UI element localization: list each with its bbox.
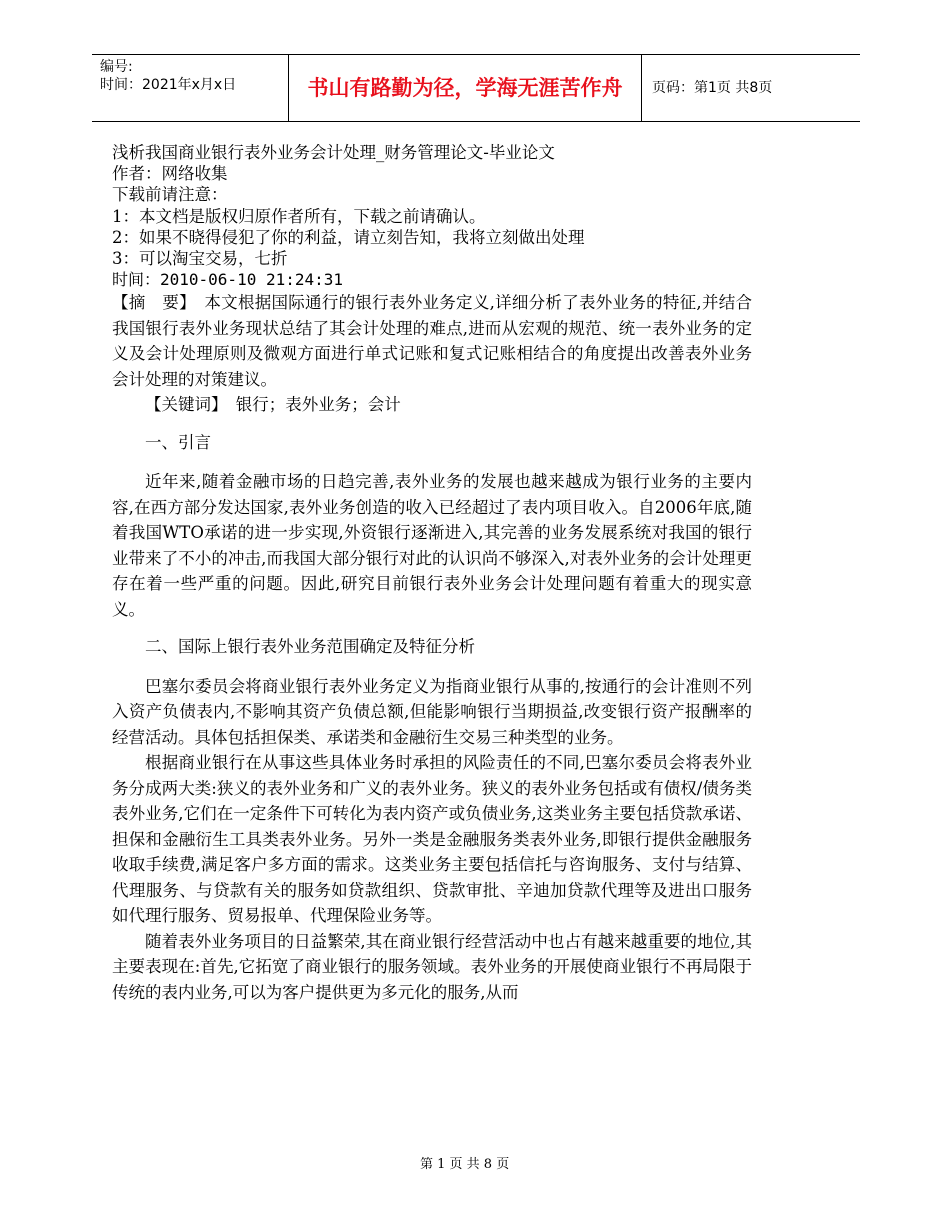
doc-author: 作者：网络收集 <box>112 164 228 184</box>
header-left-cell <box>92 55 288 121</box>
body-paragraph-1: 巴塞尔委员会将商业银行表外业务定义为指商业银行从事的,按通行的会计准则不列入资产负债表内,不影响其资产负债总额,但能影响银行当期损益,改变银行资产报酬率的经营活动。具体包括担保类、承诺类和金融衍生交易三种类型的业务。 <box>112 676 752 747</box>
header-table <box>92 54 860 122</box>
header-page-info: 页码：第1页 共8页 <box>652 80 773 96</box>
header-motto: 书山有路勤为径，学海无涯苦作舟 <box>307 76 623 100</box>
intro-paragraph: 近年来,随着金融市场的日趋完善,表外业务的发展也越来越成为银行业务的主要内容,在西方部分发达国家,表外业务创造的收入已经超过了表内项目收入。自2006年底,随着我国WTO承诺的进一步实现,外资银行逐渐进入,其完善的业务发展系统对我国的银行业带来了不小的冲击,而我国大部分银行对此的认识尚不够深入,对表外业务的会计处理更存在着一些严重的问题。因此,研究目前银行表外业务会计处理问题有着重大的现实意义。 <box>112 472 752 619</box>
section-heading-scope: 二、国际上银行表外业务范围确定及特征分析 <box>145 637 475 657</box>
doc-number-label: 编号: <box>100 59 133 75</box>
header-center-cell <box>288 55 642 121</box>
document-body <box>112 142 752 1005</box>
section-heading-intro: 一、引言 <box>145 432 211 452</box>
body-paragraph-3: 随着表外业务项目的日益繁荣,其在商业银行经营活动中也占有越来越重要的地位,其主要表现在:首先,它拓宽了商业银行的服务领域。表外业务的开展使商业银行不再局限于传统的表内业务,可以为客户提供更为多元化的服务,从而 <box>112 931 752 1002</box>
body-paragraph-2: 根据商业银行在从事这些具体业务时承担的风险责任的不同,巴塞尔委员会将表外业务分成两大类:狭义的表外业务和广义的表外业务。狭义的表外业务包括或有债权/债务类表外业务,它们在一定条件下可转化为表内资产或负债业务,这类业务主要包括贷款承诺、担保和金融衍生工具类表外业务。另外一类是金融服务类表外业务,即银行提供金融服务收取手续费,满足客户多方面的需求。这类业务主要包括信托与咨询服务、支付与结算、代理服务、与贷款有关的服务如贷款组织、贷款审批、辛迪加贷款代理等及进出口服务如代理行服务、贸易报单、代理保险业务等。 <box>112 753 752 926</box>
page-footer: 第 1 页 共 8 页 <box>420 1157 510 1172</box>
notice-item-1: 1：本文档是版权归原作者所有，下载之前请确认。 <box>112 206 486 226</box>
notice-item-2: 2：如果不晓得侵犯了你的利益，请立刻告知，我将立刻做出处理 <box>112 227 585 247</box>
notice-item-3: 3：可以淘宝交易，七折 <box>112 249 288 269</box>
doc-time-label: 时间：2021年x月x日 <box>100 77 237 93</box>
notice-heading: 下载前请注意： <box>112 185 228 205</box>
header-right-cell <box>642 55 860 121</box>
keywords-line: 【关键词】 银行；表外业务；会计 <box>145 395 401 415</box>
doc-timestamp: 时间：2010-06-10 21:24:31 <box>112 270 344 290</box>
abstract-paragraph: 【摘 要】 本文根据国际通行的银行表外业务定义,详细分析了表外业务的特征,并结合我国银行表外业务现状总结了其会计处理的难点,进而从宏观的规范、统一表外业务的定义及会计处理原则及微观方面进行单式记账和复式记账相结合的角度提出改善表外业务会计处理的对策建议。 <box>112 293 752 389</box>
doc-title: 浅析我国商业银行表外业务会计处理_财务管理论文-毕业论文 <box>112 143 555 162</box>
